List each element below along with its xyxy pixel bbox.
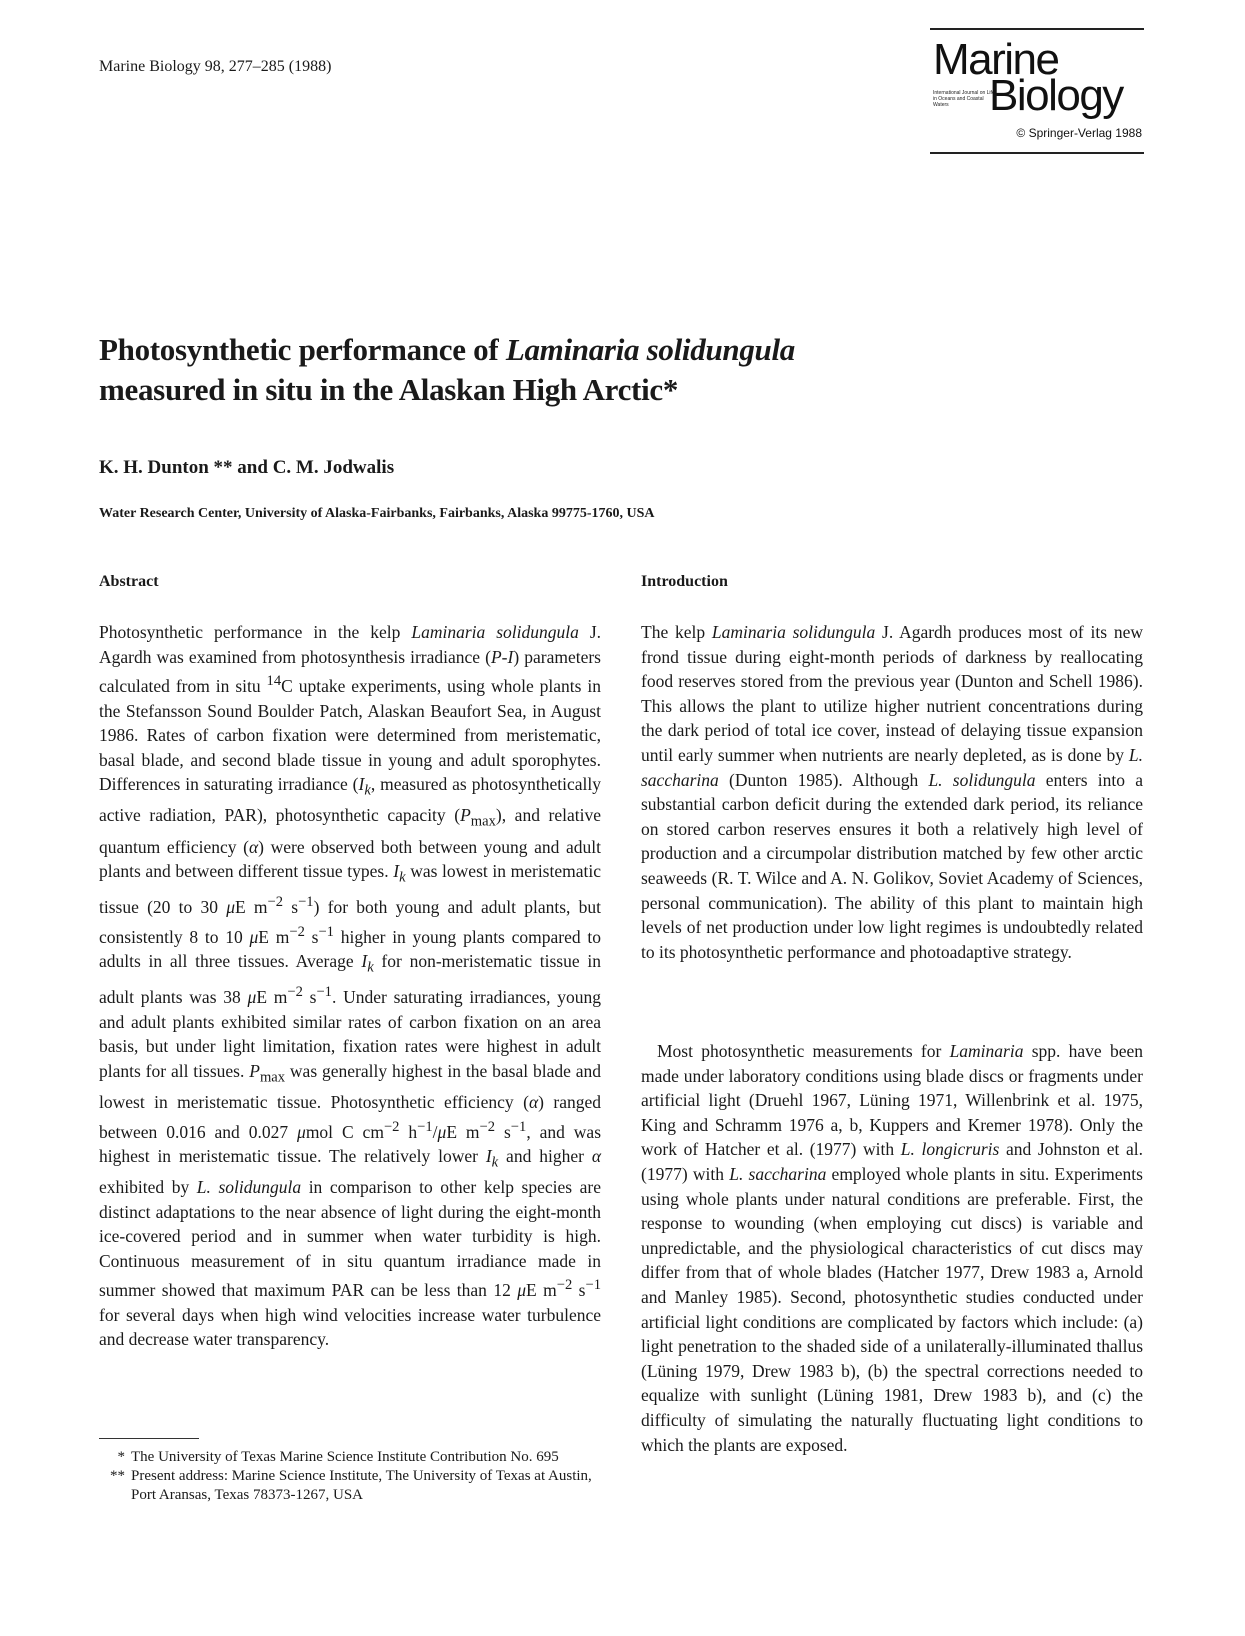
introduction-paragraph-2: Most photosynthetic measurements for Laminaria spp. have been made under laboratory conditions using blade discs or fragments under artificial light (Druehl 1967, Lüning 1971, Willenbrink et al. 1975, King and Schramm 1976 a, b, Kuppers and Kremer 1978). Only the work of Hatcher et al. (1977) with L. longicruris and Johnston et al. (1977) with L. saccharina employed whole plants in situ. Experiments using whole plants under natural conditions are preferable. First, the response to wounding (when employing cut discs) is variable and unpredictable, and the physiological characteristics of cut discs may differ from that of whole blades (Hatcher 1977, Drew 1983 a, Arnold and Manley 1985). Second, photosynthetic studies conducted under artificial light conditions are complicated by factors which include: (a) light penetration to the shaded side of a unilaterally-illuminated thallus (Lüning 1979, Drew 1983 b), (b) the spectral corrections needed to equalize with sunlight (Lüning 1981, Drew 1983 b), and (c) the difficulty of simulating the naturally fluctuating light conditions to which the plants are exposed. bbox=[641, 1041, 1143, 1455]
title-text: Photosynthetic performance of bbox=[99, 332, 506, 367]
journal-logo bbox=[930, 28, 1144, 154]
journal-reference: Marine Biology 98, 277–285 (1988) bbox=[99, 58, 332, 75]
abstract-heading: Abstract bbox=[99, 573, 159, 590]
logo-biology: Biology bbox=[989, 71, 1123, 120]
copyright-notice: © Springer-Verlag 1988 bbox=[1016, 126, 1142, 140]
title-footnote-mark: * bbox=[662, 372, 679, 407]
footnotes bbox=[99, 1448, 601, 1505]
authors: K. H. Dunton ** and C. M. Jodwalis bbox=[99, 457, 395, 478]
abstract-paragraph: Photosynthetic performance in the kelp Laminaria solidungula J. Agardh was examined from photosynthesis irradiance (P-I) parameters calculated from in situ $^{14}$C uptake experiments, using whole plants in the Stefansson Sound Boulder Patch, Alaskan Beaufort Sea, in August 1986. Rates of carbon fixation were determined from meristematic, basal blade, and second blade tissue in young and adult sporophytes. Differences in saturating irradiance ($I_k$, measured as photosynthetically active radiation, PAR), photosynthetic capacity $(P_{max})$, and relative quantum efficiency (α) were observed both between young and adult plants and between different tissue types. $I_k$ was lowest in meristematic tissue (20 to 30 μE $m^{-2}$ $s^{-1}$) for both young and adult plants, but consistently 8 to 10 μE $m^{-2}$ $s^{-1}$ higher in young plants compared to adults in all three tissues. Average $I_k$ for non-meristematic tissue in adult plants was 38 μE $m^{-2}$ $s^{-1}$. Under saturating irradiances, young and adult plants exhibited similar rates of carbon fixation on an area basis, but under light limitation, fixation rates were highest in adult plants for all tissues. $P_{max}$ was generally highest in the basal blade and lowest in meristematic tissue. Photosynthetic efficiency (α) ranged between 0.016 and 0.027 μmol C $cm^{-2}$ $h^{-1}/\mu E$ $m^{-2}$ $s^{-1}$, and was highest in meristematic tissue. The relatively lower $I_k$ and higher α exhibited by L. solidungula in comparison to other kelp species are distinct adaptations to the near absence of light during the eight-month ice-covered period and in summer when water turbidity is high. Continuous measurement of in situ quantum irradiance made in summer showed that maximum PAR can be less than 12 μE $m^{-2}$ $s^{-1}$ for several days when high wind velocities increase water turbulence and decrease water transparency. bbox=[99, 622, 602, 1350]
title-text-line2: measured in situ in the Alaskan High Arctic bbox=[99, 372, 663, 407]
footnote-text: The University of Texas Marine Science Institute Contribution No. 695 bbox=[131, 1449, 559, 1465]
logo-tagline: International Journal on Life in Oceans and Coastal Waters bbox=[933, 90, 995, 108]
footnote-1 bbox=[99, 1448, 601, 1467]
footnote-separator bbox=[99, 1438, 199, 1439]
footnote-mark: ** bbox=[110, 1468, 125, 1484]
title-species: Laminaria solidungula bbox=[505, 332, 795, 367]
footnote-2 bbox=[99, 1467, 601, 1505]
introduction-paragraph-1: The kelp Laminaria solidungula J. Agardh produces most of its new frond tissue during eight-month periods of darkness by reallocating food reserves stored from the previous year (Dunton and Schell 1986). This allows the plant to utilize higher nutrient concentrations during the dark period of total ice cover, instead of delaying tissue expansion until early summer when nutrients are nearly depleted, as is done by L. saccharina (Dunton 1985). Although L. solidungula enters into a substantial carbon deficit during the extended dark period, its reliance on stored carbon reserves ensures it both a relatively high level of production and a circumpolar distribution matched by few other arctic seaweeds (R. T. Wilce and A. N. Golikov, Soviet Academy of Sciences, personal communication). The ability of this plant to maintain high levels of net production under low light regimes is undoubtedly related to its photosynthetic performance and photoadaptive strategy. bbox=[641, 622, 1143, 962]
introduction-heading: Introduction bbox=[641, 573, 728, 590]
logo-bottom-rule bbox=[930, 152, 1144, 154]
logo-marine: Marine bbox=[933, 35, 1059, 84]
article-title bbox=[99, 330, 795, 410]
affiliation: Water Research Center, University of Alaska-Fairbanks, Fairbanks, Alaska 99775-1760, USA bbox=[99, 506, 655, 521]
footnote-text: Present address: Marine Science Institute, The University of Texas at Austin, Port Aransas, Texas 78373-1267, USA bbox=[131, 1468, 592, 1503]
logo-top-rule bbox=[930, 28, 1144, 30]
footnote-mark: * bbox=[117, 1449, 125, 1465]
